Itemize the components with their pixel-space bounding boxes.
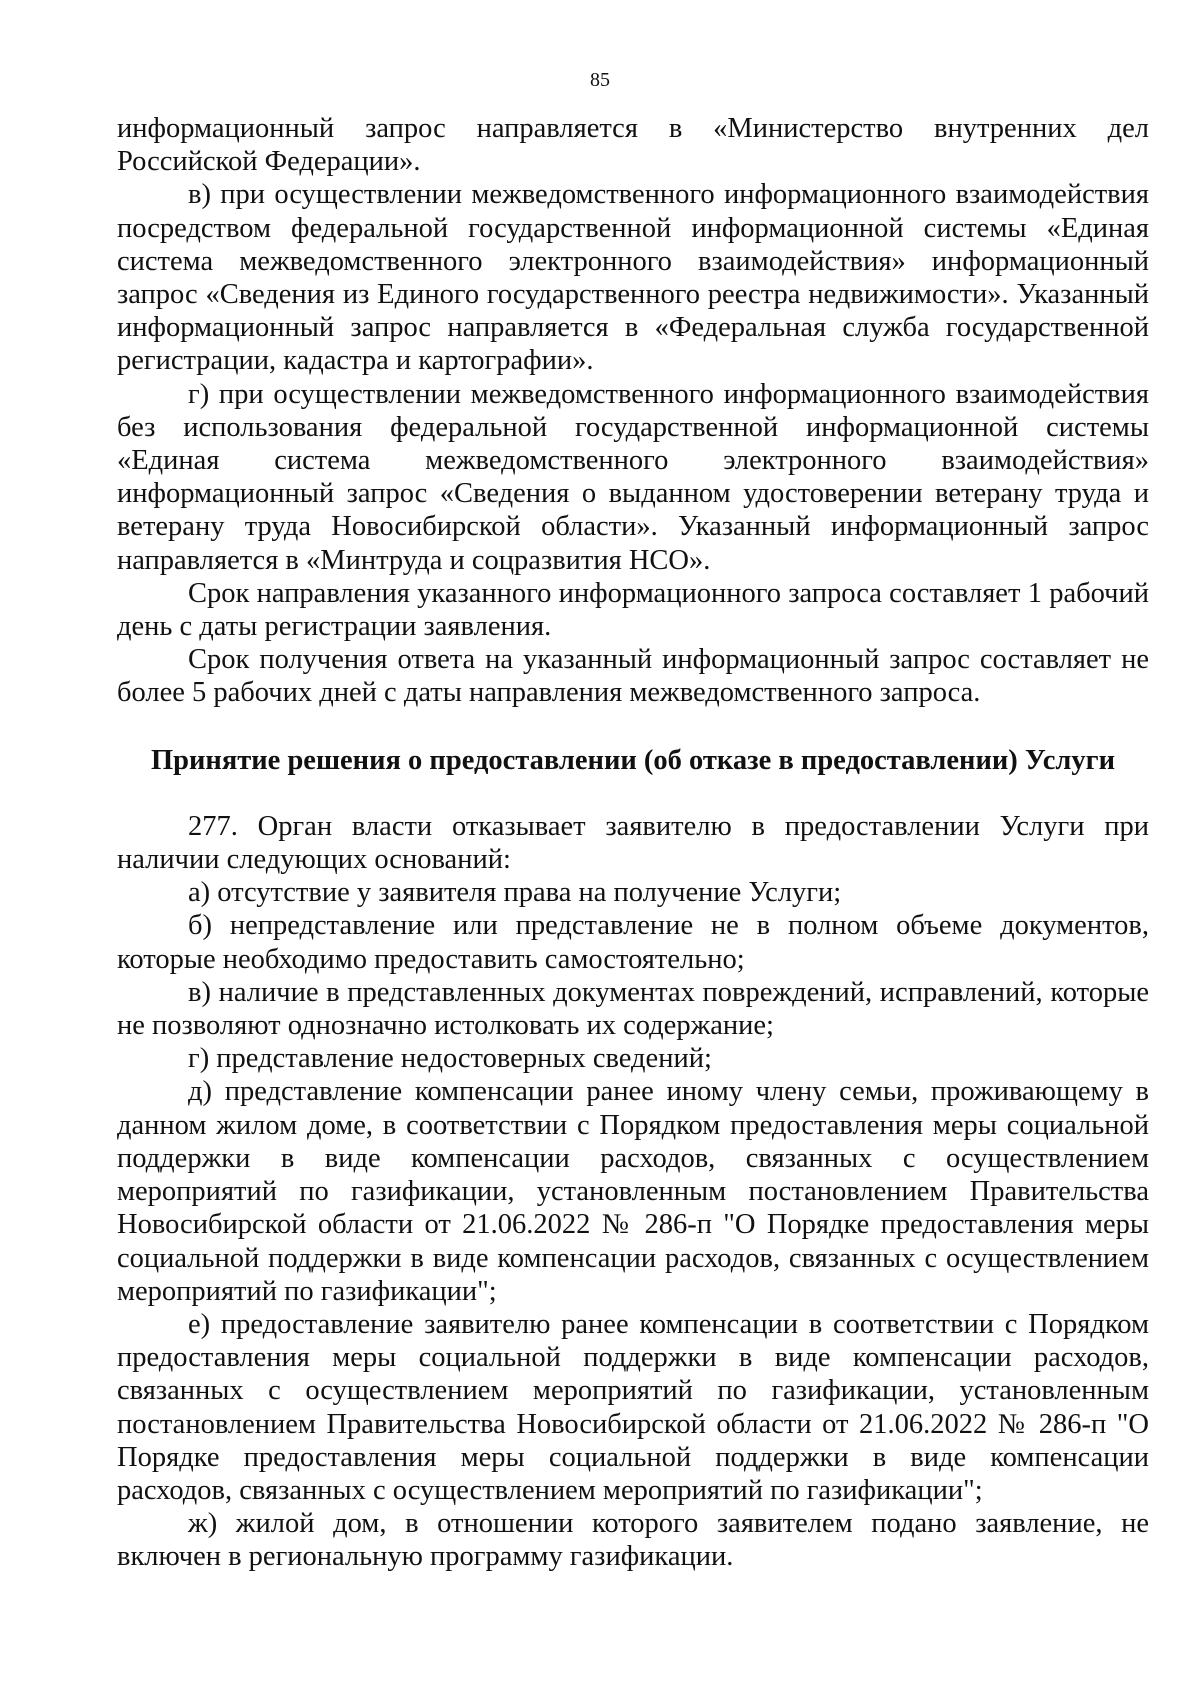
paragraph: информационный запрос направляется в «Министерство внутренних дел Российской Федерации». bbox=[117, 113, 1149, 178]
list-item: в) наличие в представленных документах повреждений, исправлений, которые не позволяют однозначно истолковать их содержание; bbox=[117, 976, 1149, 1042]
page-number: 85 bbox=[590, 69, 610, 91]
section-heading: Принятие решения о предоставлении (об отказе в предоставлении) Услуги bbox=[150, 744, 1115, 776]
list-item: г) представление недостоверных сведений; bbox=[188, 1043, 712, 1075]
list-item: а) отсутствие у заявителя права на получение Услуги; bbox=[188, 877, 842, 909]
list-item: д) представление компенсации ранее иному члену семьи, проживающему в данном жилом доме, в соответствии с Порядком предоставления меры социальной поддержки в виде компенсации расходов, связанных с осуществлением мероприятий по газификации, установленным постановлением Правительства Новосибирской области от 21.06.2022 № 286-п "О Порядке предоставления меры социальной поддержки в виде компенсации расходов, связанных с осуществлением мероприятий по газификации"; bbox=[117, 1076, 1149, 1307]
paragraph: г) при осуществлении межведомственного информационного взаимодействия без использования федеральной государственной информационной системы «Единая система межведомственного электронного взаимодействия» информационный запрос «Сведения о выданном удостоверении ветерану труда и ветерану труда Новосибирской области». Указанный информационный запрос направляется в «Минтруда и соцразвития НСО». bbox=[117, 378, 1149, 576]
paragraph: в) при осуществлении межведомственного информационного взаимодействия посредством федеральной государственной информационной системы «Единая система межведомственного электронного взаимодействия» информационный запрос «Сведения из Единого государственного реестра недвижимости». Указанный информационный запрос направляется в «Федеральная служба государственной регистрации, кадастра и картографии». bbox=[117, 179, 1149, 377]
paragraph: 277. Орган власти отказывает заявителю в предоставлении Услуги при наличии следующих оснований: bbox=[117, 810, 1149, 876]
list-item: е) предоставление заявителю ранее компенсации в соответствии с Порядком предоставления меры социальной поддержки в виде компенсации расходов, связанных с осуществлением мероприятий по газификации, установленным постановлением Правительства Новосибирской области от 21.06.2022 № 286-п "О Порядке предоставления меры социальной поддержки в виде компенсации расходов, связанных с осуществлением мероприятий по газификации"; bbox=[117, 1308, 1149, 1506]
list-item: б) непредставление или представление не в полном объеме документов, которые необходимо предоставить самостоятельно; bbox=[117, 910, 1149, 975]
list-item: ж) жилой дом, в отношении которого заявителем подано заявление, не включен в региональную программу газификации. bbox=[117, 1508, 1149, 1573]
document-body bbox=[117, 112, 1149, 1574]
paragraph: Срок направления указанного информационного запроса составляет 1 рабочий день с даты регистрации заявления. bbox=[117, 577, 1149, 643]
paragraph: Срок получения ответа на указанный информационный запрос составляет не более 5 рабочих дней с даты направления межведомственного запроса. bbox=[117, 644, 1149, 709]
